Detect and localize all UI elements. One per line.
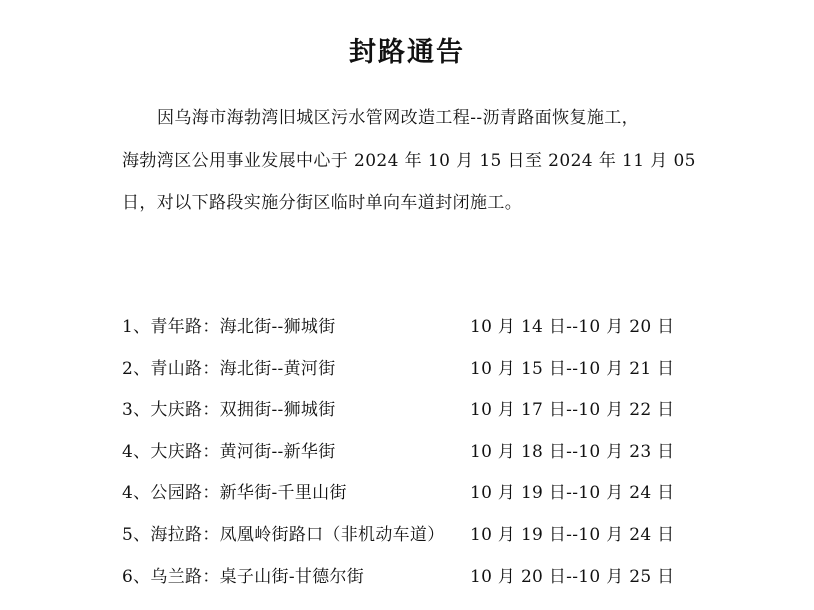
closure-row	[122, 520, 802, 562]
closure-list	[122, 312, 802, 603]
closure-road: 5、海拉路：凤凰岭街路口（非机动车道）	[122, 524, 445, 545]
closure-dates: 10 月 19 日--10 月 24 日	[470, 524, 675, 545]
closure-dates: 10 月 18 日--10 月 23 日	[470, 441, 675, 462]
closure-dates: 10 月 14 日--10 月 20 日	[470, 317, 675, 337]
closure-dates: 10 月 15 日--10 月 21 日	[470, 358, 675, 379]
closure-road: 4、大庆路：黄河街--新华街	[122, 441, 336, 462]
notice-paragraph-line-3: 日，对以下路段实施分街区临时单向车道封闭施工。	[122, 193, 523, 213]
closure-dates: 10 月 20 日--10 月 25 日	[470, 566, 675, 587]
closure-road: 6、乌兰路：桌子山街-甘德尔街	[122, 566, 365, 587]
closure-dates: 10 月 19 日--10 月 24 日	[470, 483, 675, 504]
notice-paragraph-line-2: 海勃湾区公用事业发展中心于 2024 年 10 月 15 日至 2024 年 11 月 05	[122, 151, 696, 171]
closure-row	[122, 354, 802, 396]
closure-road: 4、公园路：新华街-千里山街	[122, 483, 347, 504]
notice-paragraph-line-1: 因乌海市海勃湾旧城区污水管网改造工程--沥青路面恢复施工，	[157, 108, 640, 128]
closure-row	[122, 562, 802, 604]
page-title: 封路通告	[349, 37, 465, 68]
closure-row	[122, 478, 802, 520]
closure-road: 1、青年路：海北街--狮城街	[122, 317, 336, 337]
closure-dates: 10 月 17 日--10 月 22 日	[470, 400, 675, 421]
closure-road: 3、大庆路：双拥街--狮城街	[122, 400, 336, 421]
closure-row	[122, 395, 802, 437]
closure-road: 2、青山路：海北街--黄河街	[122, 358, 336, 379]
closure-row	[122, 437, 802, 479]
closure-row	[122, 312, 802, 354]
